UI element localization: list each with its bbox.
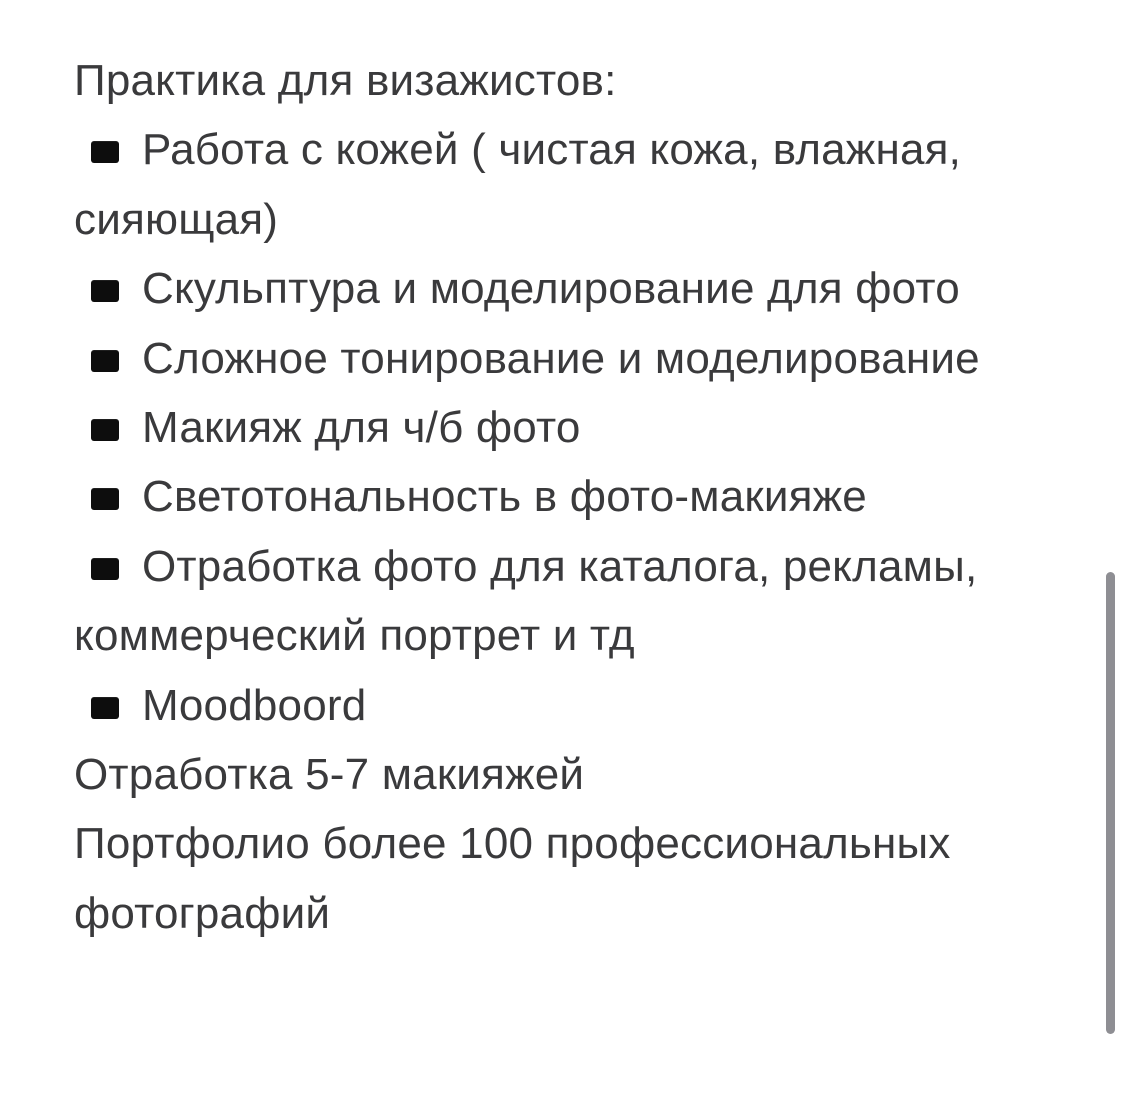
- note-body[interactable]: [74, 46, 1059, 948]
- footer-line-portfolio: Портфолио более 100 профессиональных фотографий: [74, 819, 964, 938]
- list-item: [74, 324, 1059, 393]
- list-item-text: Отработка фото для каталога, рекламы, коммерческий портрет и тд: [74, 541, 978, 661]
- black-square-icon: [91, 488, 119, 510]
- list-item-text: Макияж для ч/б фото: [142, 403, 581, 453]
- black-square-icon: [91, 280, 119, 302]
- black-square-icon: [91, 558, 119, 580]
- black-square-icon: [91, 350, 119, 372]
- list-item-text: Скульптура и моделирование для фото: [142, 264, 960, 314]
- list-item-text: Сложное тонирование и моделирование: [142, 333, 980, 383]
- black-square-icon: [91, 419, 119, 441]
- list-item: [74, 532, 1059, 671]
- black-square-icon: [91, 141, 119, 163]
- footer-line-makeups: Отработка 5-7 макияжей: [74, 750, 585, 800]
- list-item-text: Светотональность в фото-макияже: [142, 472, 867, 522]
- note-heading: Практика для визажистов:: [74, 56, 617, 105]
- list-item-text: Работа с кожей ( чистая кожа, влажная, сияющая): [74, 125, 962, 244]
- list-item-text: Moodboord: [142, 680, 367, 730]
- list-item: [74, 671, 1059, 740]
- list-item: [74, 254, 1059, 323]
- list-item: [74, 462, 1059, 531]
- vertical-scrollbar[interactable]: [1106, 572, 1115, 1034]
- list-item: [74, 115, 1059, 254]
- list-item: [74, 393, 1059, 462]
- black-square-icon: [91, 697, 119, 719]
